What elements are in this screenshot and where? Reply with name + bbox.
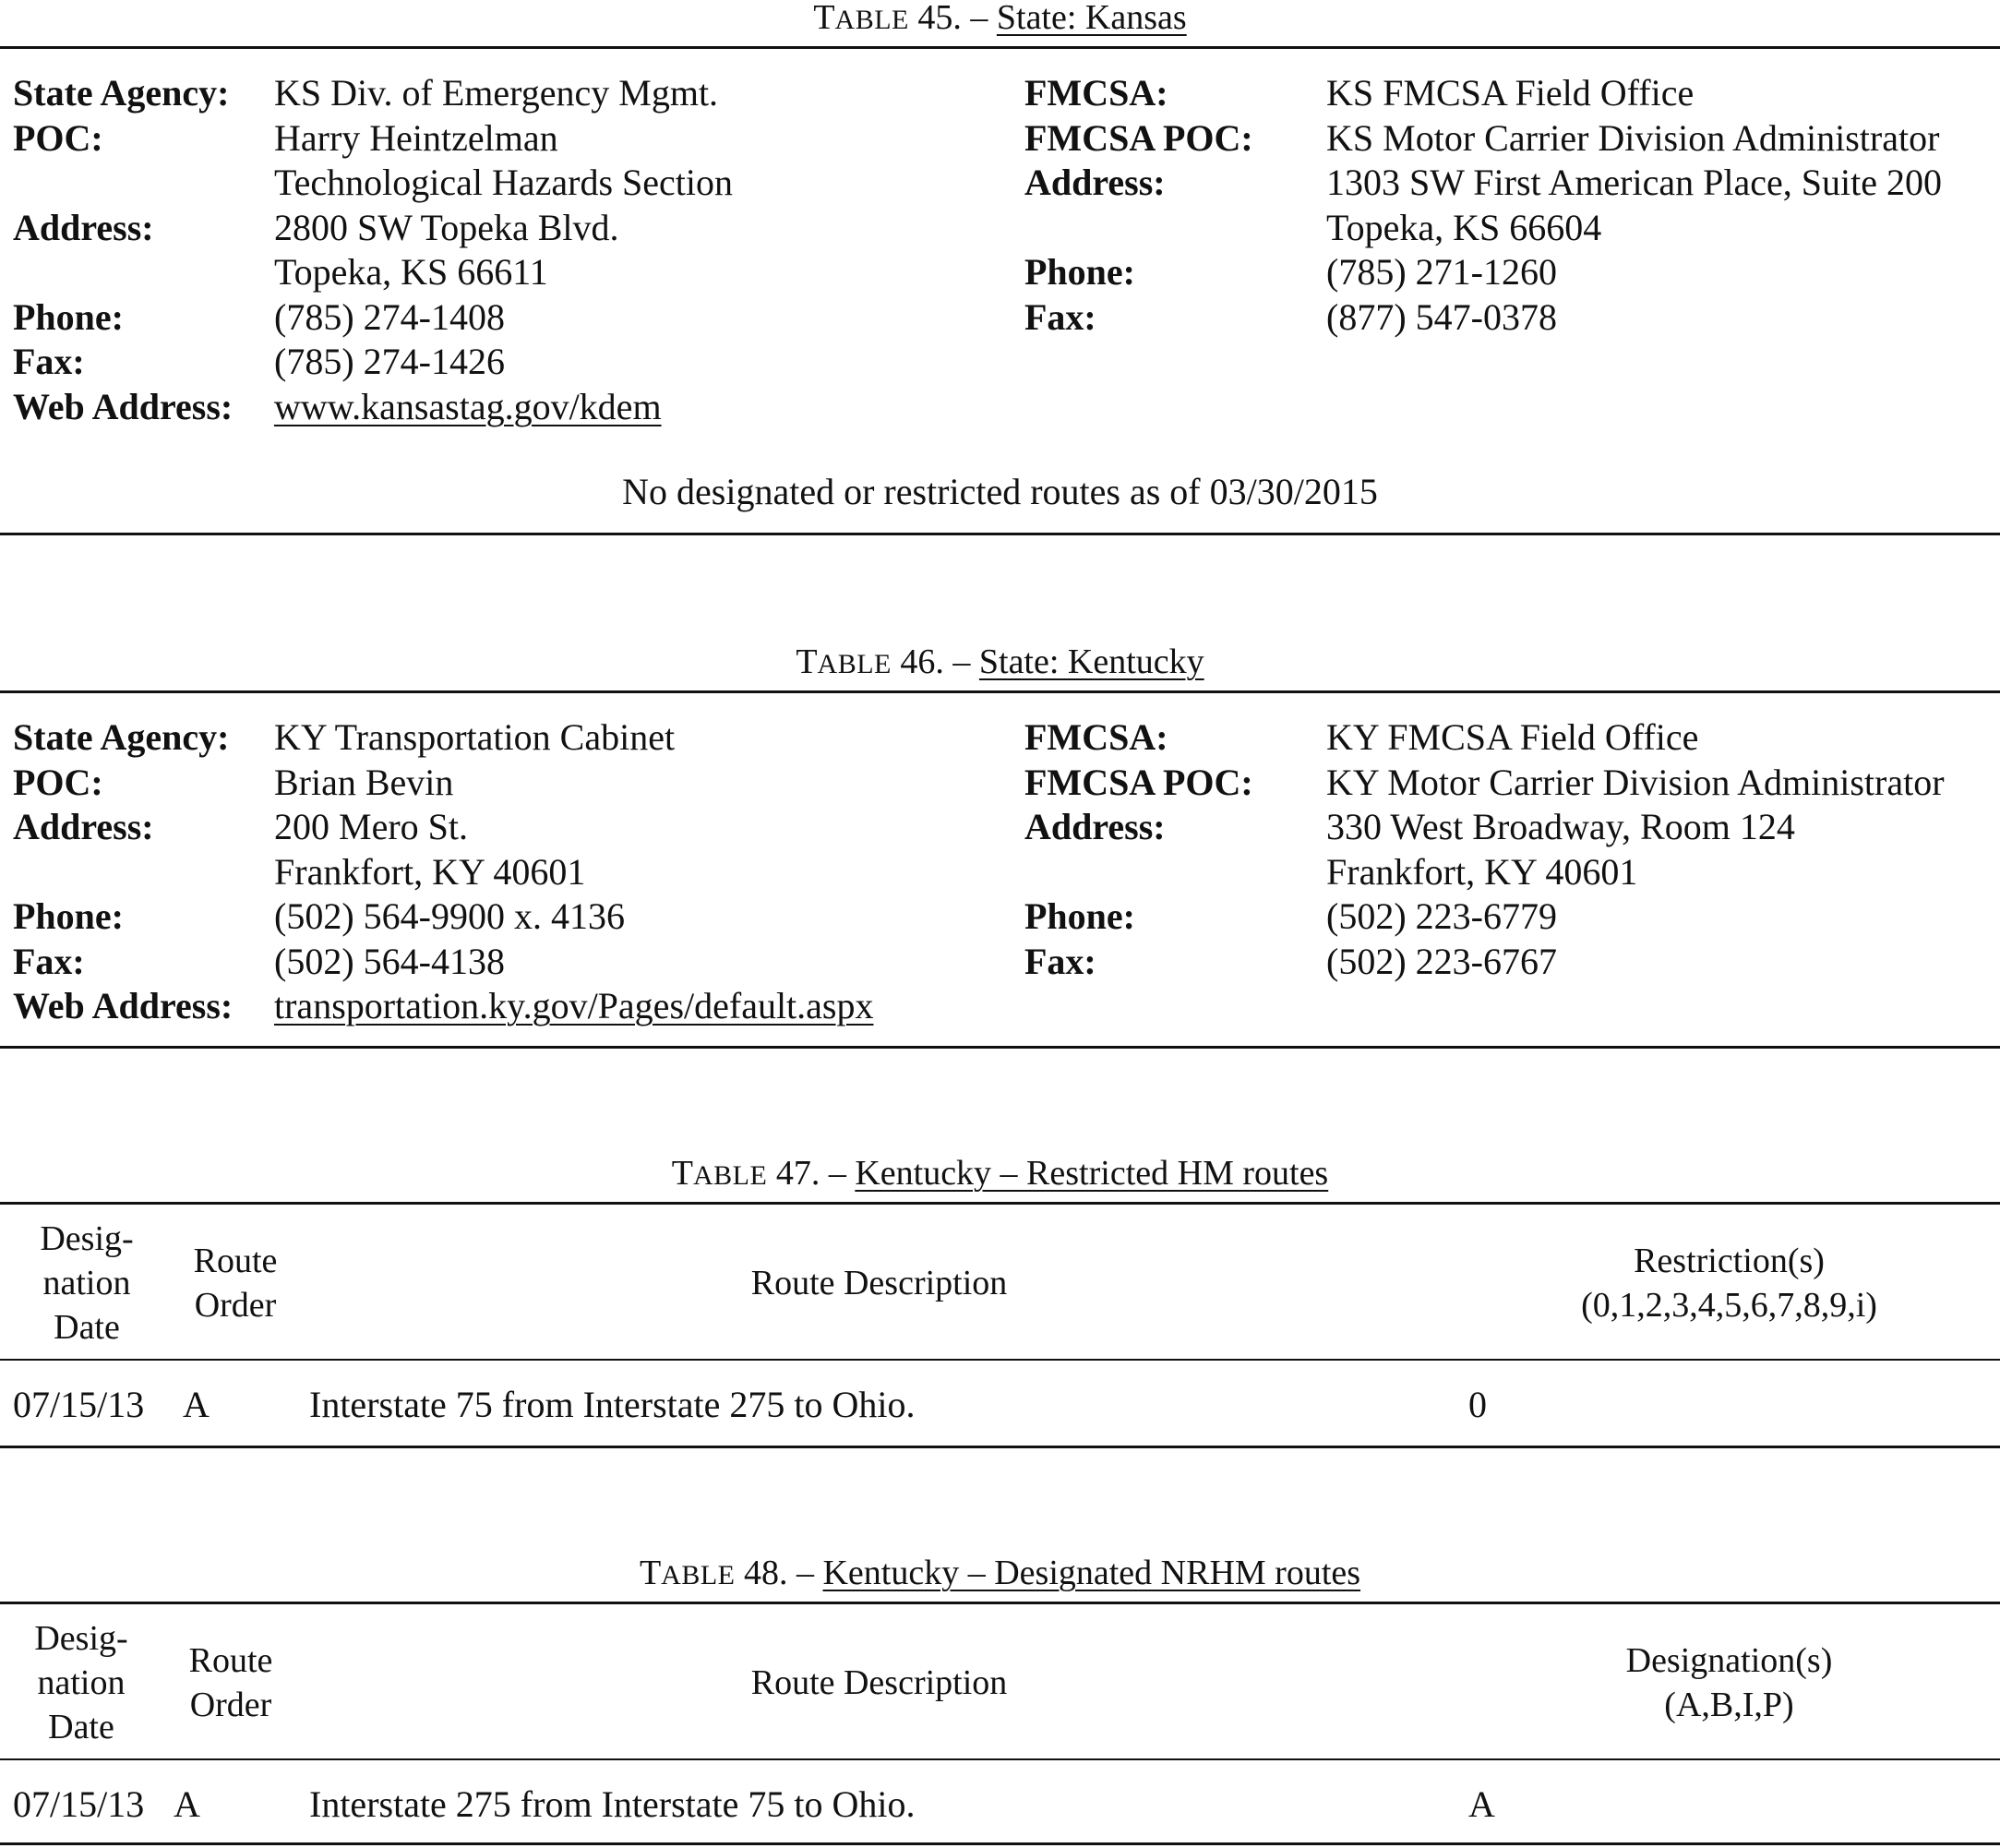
value-address-line2: Frankfort, KY 40601 bbox=[1326, 850, 1638, 893]
value-fmcsa-poc: KS Motor Carrier Division Administrator bbox=[1326, 116, 1940, 159]
table-row-date: 07/15/13 bbox=[13, 1384, 145, 1425]
value-fax: (502) 564-4138 bbox=[274, 940, 505, 982]
label-address: Address: bbox=[13, 206, 154, 248]
table48-header-rule bbox=[0, 1758, 2000, 1760]
label-phone: Phone: bbox=[13, 295, 124, 338]
table-row-designation: A bbox=[1468, 1783, 1495, 1825]
label-fax: Fax: bbox=[1024, 940, 1096, 982]
table-row-description: Interstate 75 from Interstate 275 to Ohio. bbox=[309, 1384, 916, 1425]
label-blank bbox=[1024, 206, 1253, 251]
value-poc: Brian Bevin bbox=[274, 761, 454, 803]
value-address-line2: Frankfort, KY 40601 bbox=[274, 850, 586, 893]
value-fmcsa: KS FMCSA Field Office bbox=[1326, 72, 1695, 114]
table48-top-rule bbox=[0, 1602, 2000, 1604]
column-header-route-order: Route Order bbox=[193, 1242, 278, 1325]
table45-left-labels bbox=[13, 71, 233, 429]
table48-title-subject: Kentucky – Designated NRHM routes bbox=[822, 1554, 1361, 1592]
table45-right-values bbox=[1326, 71, 1942, 340]
value-fmcsa-poc: KY Motor Carrier Division Administrator bbox=[1326, 761, 1945, 803]
table45-bottom-rule bbox=[0, 533, 2000, 535]
label-blank bbox=[13, 250, 233, 295]
label-phone: Phone: bbox=[1024, 895, 1135, 937]
value-fax: (502) 223-6767 bbox=[1326, 940, 1557, 982]
table47-header-rule bbox=[0, 1359, 2000, 1361]
label-web-address: Web Address: bbox=[13, 385, 234, 427]
table45-top-rule bbox=[0, 46, 2000, 49]
label-fmcsa-poc: FMCSA POC: bbox=[1024, 761, 1253, 803]
value-fax: (785) 274-1426 bbox=[274, 341, 505, 382]
table48-bottom-rule bbox=[0, 1842, 2000, 1845]
value-fmcsa: KY FMCSA Field Office bbox=[1326, 716, 1699, 758]
table-row-date: 07/15/13 bbox=[13, 1783, 145, 1825]
label-fax: Fax: bbox=[1024, 295, 1096, 338]
column-header-designation-date: Desig- nation Date bbox=[40, 1219, 134, 1347]
web-address-link[interactable]: transportation.ky.gov/Pages/default.aspx bbox=[274, 985, 874, 1026]
table46-left-labels bbox=[13, 715, 233, 1029]
table45-title: TABLE 45. – State: Kansas bbox=[813, 0, 1187, 37]
table45-note: No designated or restricted routes as of 03/30/2015 bbox=[622, 471, 1378, 512]
value-address-line1: 1303 SW First American Place, Suite 200 bbox=[1326, 162, 1942, 203]
label-fmcsa-poc: FMCSA POC: bbox=[1024, 116, 1253, 159]
table46-title-subject: State: Kentucky bbox=[978, 642, 1204, 681]
value-phone: (785) 274-1408 bbox=[274, 295, 505, 338]
table-row-description: Interstate 275 from Interstate 75 to Ohio. bbox=[309, 1783, 916, 1825]
label-blank bbox=[13, 850, 233, 895]
table46-top-rule bbox=[0, 690, 2000, 693]
table-row-order: A bbox=[174, 1783, 200, 1825]
value-address-line1: 330 West Broadway, Room 124 bbox=[1326, 806, 1795, 847]
label-fax: Fax: bbox=[13, 940, 85, 982]
column-header-route-description: Route Description bbox=[750, 1663, 1008, 1702]
value-state-agency: KS Div. of Emergency Mgmt. bbox=[274, 72, 719, 114]
column-header-route-description: Route Description bbox=[750, 1264, 1008, 1302]
label-poc: POC: bbox=[13, 116, 103, 159]
label-web-address: Web Address: bbox=[13, 985, 234, 1026]
value-state-agency: KY Transportation Cabinet bbox=[274, 716, 676, 758]
table47-title: TABLE 47. – Kentucky – Restricted HM routes bbox=[671, 1154, 1329, 1193]
value-poc: Harry Heintzelman bbox=[274, 116, 558, 159]
table45-left-values bbox=[274, 71, 733, 429]
value-phone: (502) 564-9900 x. 4136 bbox=[274, 895, 625, 937]
label-phone: Phone: bbox=[13, 895, 124, 937]
table-row-restriction: 0 bbox=[1468, 1384, 1487, 1425]
value-phone: (502) 223-6779 bbox=[1326, 895, 1557, 937]
value-address-line1: 2800 SW Topeka Blvd. bbox=[274, 206, 619, 248]
label-poc: POC: bbox=[13, 761, 103, 803]
value-address-line2: Topeka, KS 66611 bbox=[274, 251, 548, 293]
table46-bottom-rule bbox=[0, 1046, 2000, 1049]
table46-left-values bbox=[274, 715, 874, 1029]
value-poc-section: Technological Hazards Section bbox=[274, 162, 734, 203]
label-phone: Phone: bbox=[1024, 251, 1135, 293]
table48-title: TABLE 48. – Kentucky – Designated NRHM routes bbox=[639, 1554, 1361, 1592]
table46-right-labels bbox=[1024, 715, 1253, 984]
label-blank bbox=[1024, 850, 1253, 895]
column-header-designations: Designation(s) (A,B,I,P) bbox=[1625, 1641, 1833, 1724]
label-address: Address: bbox=[13, 806, 154, 847]
column-header-restrictions: Restriction(s) (0,1,2,3,4,5,6,7,8,9,i) bbox=[1581, 1242, 1877, 1325]
table46-right-values bbox=[1326, 715, 1945, 984]
column-header-route-order: Route Order bbox=[188, 1641, 273, 1724]
label-blank bbox=[13, 161, 233, 206]
table45-right-labels bbox=[1024, 71, 1253, 340]
table46-title: TABLE 46. – State: Kentucky bbox=[796, 642, 1204, 681]
label-fax: Fax: bbox=[13, 341, 85, 382]
label-fmcsa: FMCSA: bbox=[1024, 72, 1168, 114]
table-row-order: A bbox=[183, 1384, 210, 1425]
value-address-line1: 200 Mero St. bbox=[274, 806, 468, 847]
table47-top-rule bbox=[0, 1202, 2000, 1205]
label-fmcsa: FMCSA: bbox=[1024, 716, 1168, 758]
table45-title-subject: State: Kansas bbox=[996, 0, 1187, 37]
table47-title-subject: Kentucky – Restricted HM routes bbox=[855, 1154, 1329, 1193]
table47-bottom-rule bbox=[0, 1446, 2000, 1448]
label-address: Address: bbox=[1024, 806, 1166, 847]
value-phone: (785) 271-1260 bbox=[1326, 251, 1557, 293]
label-state-agency: State Agency: bbox=[13, 72, 230, 114]
value-fax: (877) 547-0378 bbox=[1326, 295, 1557, 338]
column-header-designation-date: Desig- nation Date bbox=[34, 1619, 128, 1746]
label-address: Address: bbox=[1024, 162, 1166, 203]
web-address-link[interactable]: www.kansastag.gov/kdem bbox=[274, 385, 662, 427]
label-state-agency: State Agency: bbox=[13, 716, 230, 758]
value-address-line2: Topeka, KS 66604 bbox=[1326, 206, 1602, 248]
